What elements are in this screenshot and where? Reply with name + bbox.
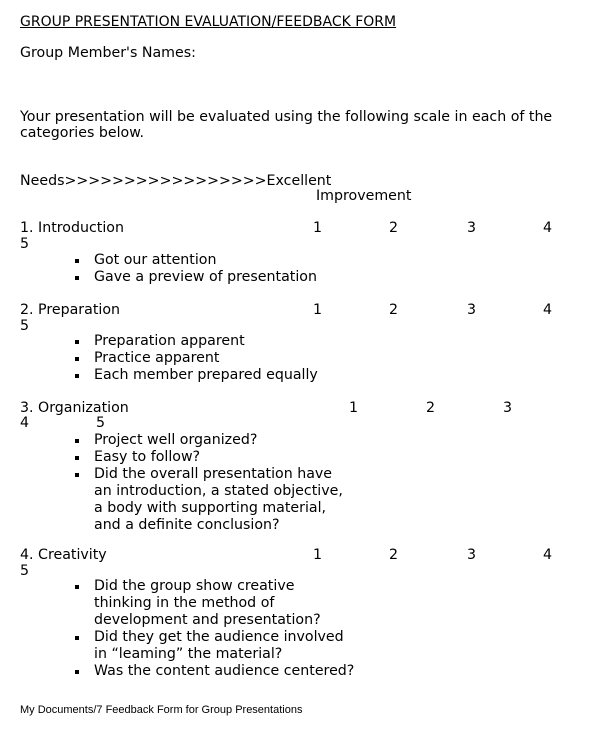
- list-item-line: a body with supporting material,: [94, 500, 327, 516]
- list-item-line: Did the group show creative: [94, 578, 295, 594]
- score-1: 1: [313, 220, 323, 236]
- score-4: 4: [543, 220, 553, 236]
- bullet-list: [94, 252, 317, 286]
- score-3: 3: [503, 400, 513, 416]
- score-1: 1: [313, 547, 323, 563]
- intro-line-2: categories below.: [20, 125, 145, 141]
- score-5: 5: [20, 318, 30, 334]
- footer-path: My Documents/7 Feedback Form for Group Presentations: [20, 704, 303, 716]
- list-item-line: development and presentation?: [94, 612, 321, 628]
- list-item: Got our attention: [94, 252, 317, 269]
- list-item: Was the content audience centered?: [94, 663, 355, 679]
- list-item-line: and a definite conclusion?: [94, 517, 280, 533]
- score-3: 3: [467, 302, 477, 318]
- category-label: 2. Preparation: [20, 302, 121, 318]
- list-item: Preparation apparent: [94, 333, 318, 350]
- list-item: Easy to follow?: [94, 449, 343, 466]
- score-1: 1: [349, 400, 359, 416]
- score-4: 4: [20, 415, 30, 431]
- list-item-line: an introduction, a stated objective,: [94, 483, 343, 499]
- form-title: GROUP PRESENTATION EVALUATION/FEEDBACK FORM: [20, 14, 397, 30]
- list-item-line: Did they get the audience involved: [94, 629, 344, 645]
- group-members-label: Group Member's Names:: [20, 45, 196, 61]
- scale-sublabel: Improvement: [316, 188, 412, 204]
- list-item: Each member prepared equally: [94, 367, 318, 383]
- score-1: 1: [313, 302, 323, 318]
- score-5: 5: [20, 563, 30, 579]
- intro-line-1: Your presentation will be evaluated using the following scale in each of the: [20, 109, 553, 125]
- list-item-line: Did the overall presentation have: [94, 466, 333, 482]
- category-label: 1. Introduction: [20, 220, 124, 236]
- list-item-line: thinking in the method of: [94, 595, 275, 611]
- score-3: 3: [467, 547, 477, 563]
- list-item: Gave a preview of presentation: [94, 269, 317, 285]
- score-2: 2: [389, 302, 399, 318]
- list-item: [94, 629, 354, 663]
- score-2: 2: [389, 547, 399, 563]
- list-item: Project well organized?: [94, 432, 343, 449]
- score-5: 5: [20, 236, 30, 252]
- list-item-line: in “leaming” the material?: [94, 646, 283, 662]
- score-4: 4: [543, 302, 553, 318]
- bullet-list: [94, 432, 343, 534]
- category-label: 4. Creativity: [20, 547, 107, 563]
- bullet-list: [94, 578, 354, 680]
- list-item: [94, 466, 343, 534]
- scale-label: Needs>>>>>>>>>>>>>>>>>Excellent: [20, 173, 332, 189]
- score-5: 5: [96, 415, 106, 431]
- bullet-list: [94, 333, 318, 384]
- score-3: 3: [467, 220, 477, 236]
- category-label: 3. Organization: [20, 400, 129, 416]
- score-2: 2: [389, 220, 399, 236]
- list-item: Practice apparent: [94, 350, 318, 367]
- score-2: 2: [426, 400, 436, 416]
- list-item: [94, 578, 354, 629]
- score-4: 4: [543, 547, 553, 563]
